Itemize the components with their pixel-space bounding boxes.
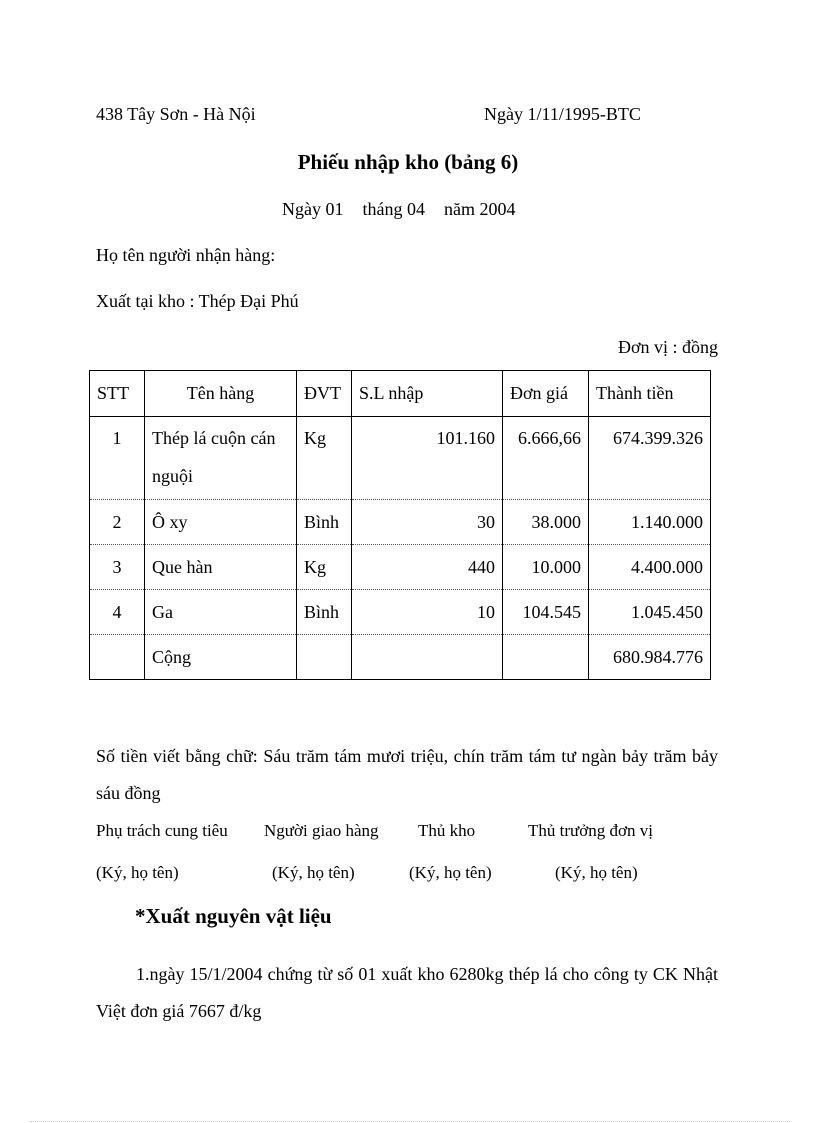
cell-unit: Kg (297, 417, 352, 500)
section-heading: *Xuất nguyên vật liệu (135, 904, 332, 928)
table-row (90, 545, 711, 590)
cell-unit-price: 10.000 (503, 545, 589, 590)
cell-stt: 2 (90, 500, 145, 545)
table-header-row (90, 371, 711, 417)
receiver-label: Họ tên người nhận hàng: (96, 245, 276, 265)
cell-unit: Kg (297, 545, 352, 590)
signature-role: Người giao hàng (264, 821, 379, 840)
cell-stt: 1 (90, 417, 145, 500)
signature-role: Phụ trách cung tiêu (96, 821, 228, 840)
cell-quantity: 30 (352, 500, 503, 545)
page-bottom-divider (30, 1121, 790, 1122)
month-value: 04 (407, 199, 425, 219)
cell-quantity: 10 (352, 590, 503, 635)
company-address: 438 Tây Sơn - Hà Nội (96, 104, 256, 124)
month-label: tháng (362, 199, 403, 219)
cell-stt-empty (90, 635, 145, 680)
unit-note: Đơn vị : đồng (617, 337, 718, 357)
amount-in-words: Số tiền viết bằng chữ: Sáu trăm tám mươi triệu, chín trăm tám tư ngàn bảy trăm bảy sáu đồng (96, 746, 718, 803)
cell-quantity-empty (352, 635, 503, 680)
cell-unit: Bình (297, 500, 352, 545)
signature-note: (Ký, họ tên) (96, 863, 179, 882)
cell-stt: 3 (90, 545, 145, 590)
regulation-date: Ngày 1/11/1995-BTC (484, 104, 641, 124)
year-value: 2004 (479, 199, 516, 219)
cell-item-name: Ga (145, 590, 297, 635)
signature-note: (Ký, họ tên) (555, 863, 638, 882)
year-label: năm (444, 199, 475, 219)
signature-role: Thủ trưởng đơn vị (528, 821, 653, 840)
cell-quantity: 440 (352, 545, 503, 590)
cell-price-empty (503, 635, 589, 680)
cell-item-name: Que hàn (145, 545, 297, 590)
cell-amount: 1.140.000 (589, 500, 711, 545)
table-row (90, 417, 711, 500)
table-row (90, 590, 711, 635)
header-quantity: S.L nhập (352, 371, 503, 417)
cell-unit: Bình (297, 590, 352, 635)
day-value: 01 (325, 199, 344, 219)
day-label: Ngày (282, 199, 321, 219)
header-unit-price: Đơn giá (503, 371, 589, 417)
cell-quantity: 101.160 (352, 417, 503, 500)
cell-amount: 4.400.000 (589, 545, 711, 590)
signature-note: (Ký, họ tên) (272, 863, 355, 882)
header-stt: STT (90, 371, 145, 417)
header-item-name: Tên hàng (145, 371, 297, 417)
total-label: Cộng (145, 635, 297, 680)
cell-unit-price: 104.545 (503, 590, 589, 635)
cell-item-name: Ô xy (145, 500, 297, 545)
header-unit: ĐVT (297, 371, 352, 417)
cell-amount: 1.045.450 (589, 590, 711, 635)
document-title: Phiếu nhập kho (bảng 6) (297, 150, 519, 174)
cell-unit-empty (297, 635, 352, 680)
table-row (90, 500, 711, 545)
warehouse-line: Xuất tại kho : Thép Đại Phú (96, 291, 299, 311)
cell-item-name: Thép lá cuộn cán nguội (145, 417, 297, 500)
cell-unit-price: 6.666,66 (503, 417, 589, 500)
goods-receipt-table (89, 370, 711, 680)
entry-paragraph: 1.ngày 15/1/2004 chứng từ số 01 xuất kho 6280kg thép lá cho công ty CK Nhật Việt đơn giá 7667 đ/kg (96, 964, 718, 1021)
header-amount: Thành tiền (589, 371, 711, 417)
cell-amount: 674.399.326 (589, 417, 711, 500)
cell-stt: 4 (90, 590, 145, 635)
signature-role: Thủ kho (418, 821, 476, 840)
document-date (282, 199, 516, 220)
total-value: 680.984.776 (589, 635, 711, 680)
cell-unit-price: 38.000 (503, 500, 589, 545)
table-total-row (90, 635, 711, 680)
signature-note: (Ký, họ tên) (409, 863, 492, 882)
